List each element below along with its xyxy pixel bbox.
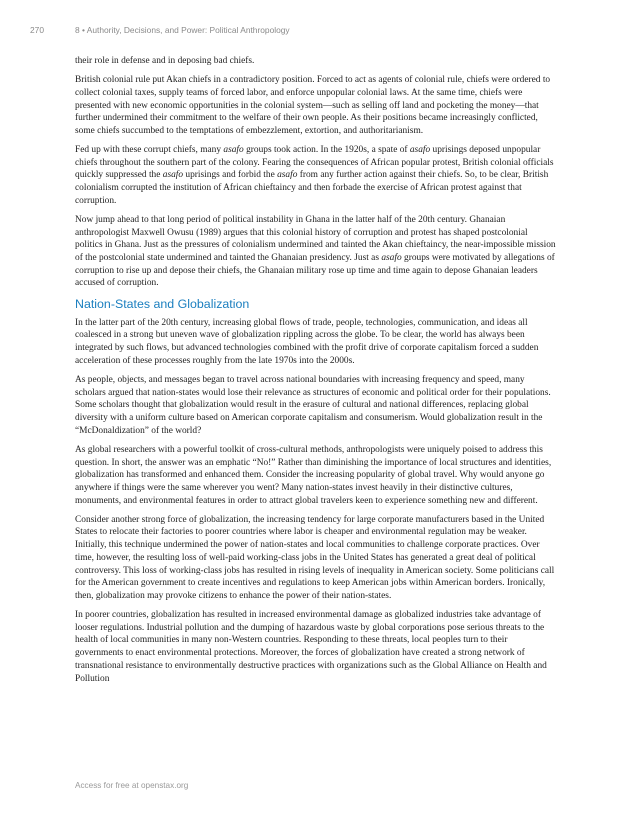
page-content: [75, 55, 557, 692]
paragraph: British colonial rule put Akan chiefs in a contradictory position. Forced to act as agents of colonial rule, chiefs were ordered to collect colonial taxes, supply teams of forced labor, and enforce unpopular colonial laws. At the same time, chiefs were presented with new economic opportunities in the colonial system—such as selling off land and pocketing the money—that further undermined their commitment to the welfare of their own people. As their positions became increasingly conflicted, some chiefs succumbed to the temptations of embezzlement, extortion, and authoritarianism.: [75, 75, 551, 136]
paragraph: In poorer countries, globalization has resulted in increased environmental damage as globalized industries take advantage of looser regulations. Industrial pollution and the dumping of hazardous waste by global corporations pose serious threats to the health of local communities in many non-Western countries. Responding to these threats, local peoples turn to their governments to enact environmental protections. Moreover, the forces of globalization have created a strong network of transnational resistance to environmentally destructive practices with organizations such as the Global Alliance on Health and Pollution: [75, 610, 547, 684]
paragraph: their role in defense and in deposing bad chiefs.: [75, 56, 255, 66]
paragraph: [75, 144, 557, 208]
italic-term: asafo: [277, 170, 298, 181]
italic-term: asafo: [409, 145, 431, 155]
text-run: groups were motivated by allegations of corruption to rise up and depose their chiefs, the Ghanaian military rose up time and time again to depose Ghanaian leaders accused of corruption.: [75, 253, 555, 289]
page-footer: Access for free at openstax.org: [75, 781, 189, 790]
italic-term: asafo: [381, 253, 402, 264]
page-header: [0, 22, 630, 38]
text-run: Now jump ahead to that long period of political instability in Ghana in the latter half of the 20th century. Ghanaian anthropologist Maxwell Owusu (1989) argues that this colonial history of corruption and protest has shaped postcolonial politics in Ghana. Just as the pressures of colonialism undermined and tainted the Akan chieftaincy, the near-impossible mission of the postcolonial state undermined and tainted the Ghanaian presidency. Just as: [75, 214, 556, 264]
paragraph: As global researchers with a powerful toolkit of cross-cultural methods, anthropologists were uniquely poised to address this question. In short, the answer was an emphatic “No!” Rather than diminishing the importance of local structures and identities, globalization has transformed and enhanced them. Consider the increasing popularity of global travel. Why would anyone go anywhere if things were the same wherever you went? Many nation-states invest heavily in their distinctive cultures, monuments, and environmental features in order to attract global travelers keen to experience something new and different.: [75, 444, 552, 506]
paragraph: [75, 214, 557, 290]
paragraph: As people, objects, and messages began to travel across national boundaries with increasing frequency and speed, many scholars argued that nation-states would lose their relevance as structures of economic and political order for their populations. Some scholars thought that globalization would result in the erasure of cultural and national differences, replacing global diversity with a uniform culture based on American corporate capitalism and consumerism. Would globalization result in the “McDonaldization” of the world?: [75, 374, 551, 436]
running-head: 8 • Authority, Decisions, and Power: Political Anthropology: [75, 25, 290, 35]
paragraph: Consider another strong force of globalization, the increasing tendency for large corporate manufacturers based in the United States to relocate their factories to poorer countries where labor is cheaper and environmental regulation may be weaker. Initially, this technique undermined the power of nation-states and local communities to challenge corporate practices. Over time, however, the resulting loss of well-paid working-class jobs in the United States has generated a great deal of political controversy. This loss of working-class jobs has resulted in rising levels of inequality in American society. Some politicians call for the American government to create incentives and regulations to keep American jobs within American borders. Ironically, then, globalization may provoke citizens to enhance the power of their nation-states.: [75, 514, 555, 601]
paragraph: In the latter part of the 20th century, increasing global flows of trade, people, technologies, communication, and ideas all coalesced in a strong but uneven wave of globalization rippling across the globe. To be clear, the world has always been integrated by such flows, but advanced technologies combined with the profit drive of corporate capitalism forced a sudden acceleration of these processes roughly from the late 1970s into the 2000s.: [75, 317, 539, 366]
text-run: from any further action against their chiefs. So, to be clear, British colonialism corrupted the institution of African chieftaincy and then forbade the exercise of African protest against that corruption.: [75, 170, 549, 206]
text-run: uprisings and forbid the: [183, 170, 278, 181]
text-run: groups took action. In the 1920s, a spate of: [243, 145, 410, 155]
text-run: Fed up with these corrupt chiefs, many: [75, 145, 224, 155]
italic-term: asafo: [223, 145, 244, 155]
italic-term: asafo: [162, 170, 184, 181]
page-number: 270: [30, 25, 44, 35]
text-run: uprisings deposed unpopular chiefs throughout the southern part of the colony. Fearing the consequences of African popular protest, British colonial officials quickly suppressed the: [75, 145, 554, 181]
section-heading: Nation-States and Globalization: [75, 296, 250, 311]
